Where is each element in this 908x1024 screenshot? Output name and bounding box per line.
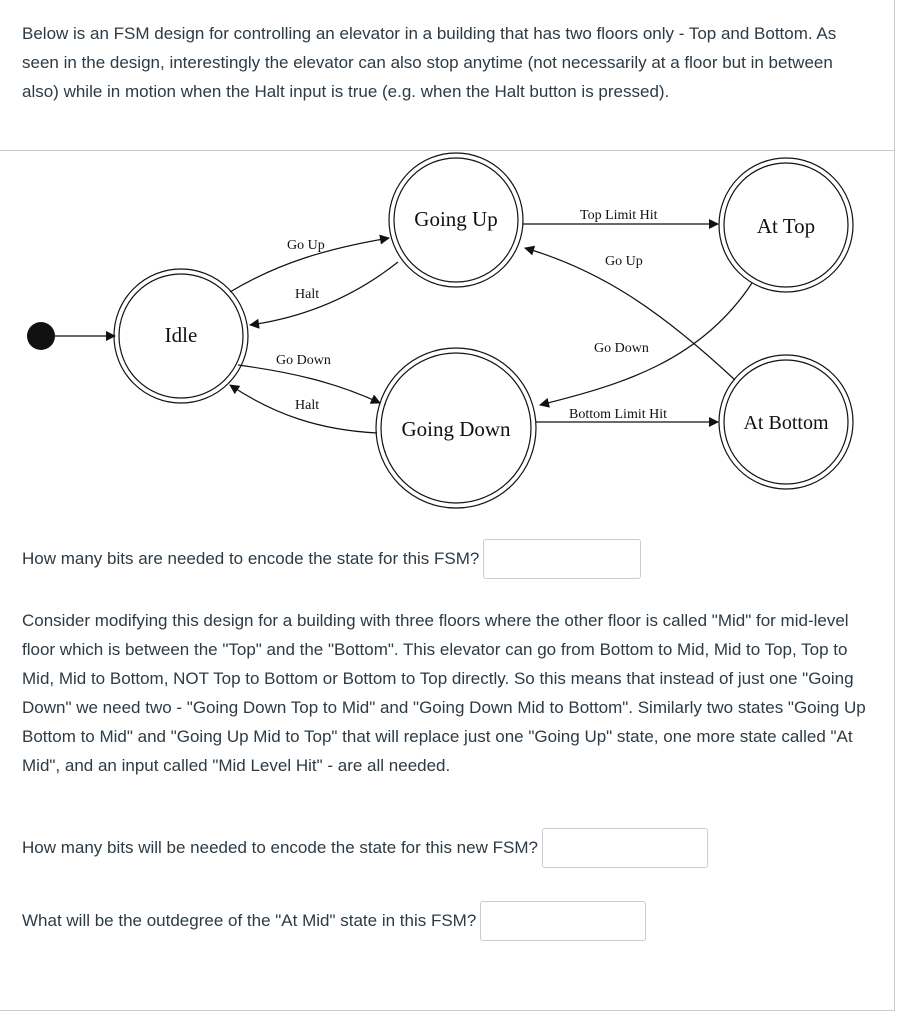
- question-1: [22, 539, 641, 579]
- label-go-down-1: Go Down: [276, 353, 331, 368]
- state-at-top-label: At Top: [756, 214, 816, 238]
- state-going-down-label: Going Down: [401, 417, 511, 441]
- question-1-answer-input[interactable]: [483, 539, 641, 579]
- question-2-text: How many bits will be needed to encode the state for this new FSM?: [22, 838, 538, 857]
- question-3-text: What will be the outdegree of the "At Mid" state in this FSM?: [22, 911, 477, 930]
- fsm-diagram: [0, 140, 894, 530]
- label-bottom-limit-hit: Bottom Limit Hit: [569, 407, 668, 422]
- question-3-answer-input[interactable]: [480, 901, 646, 941]
- state-idle-label: Idle: [164, 323, 198, 347]
- question-2-answer-input[interactable]: [542, 828, 708, 868]
- state-going-up: [389, 153, 523, 287]
- label-go-up-2: Go Up: [605, 254, 643, 269]
- question-2: [22, 828, 708, 868]
- state-going-down: [376, 348, 536, 508]
- label-go-up-1: Go Up: [287, 238, 325, 253]
- label-halt-2: Halt: [295, 398, 320, 413]
- state-at-bottom-label: At Bottom: [743, 412, 829, 434]
- question-1-text: How many bits are needed to encode the state for this FSM?: [22, 549, 480, 568]
- modification-paragraph: Consider modifying this design for a building with three floors where the other floor is called "Mid" for mid-level floor which is between the "Top" and the "Bottom". This elevator can go from Bottom to Mid, Mid to Top, Top to Mid, Mid to Bottom, NOT Top to Bottom or Bottom to Top directly. So this means that instead of just one "Going Down" we need two - "Going Down Top to Mid" and "Going Down Mid to Bottom". Similarly two states "Going Up Bottom to Mid" and "Going Up Mid to Top" that will replace just one "Going Up" state, one more state called "At Mid", and an input called "Mid Level Hit" - are all needed.: [22, 611, 866, 775]
- label-halt-1: Halt: [295, 287, 320, 302]
- transition-going-up-to-idle: [250, 262, 398, 325]
- label-top-limit-hit: Top Limit Hit: [580, 208, 658, 223]
- initial-state-dot: [27, 322, 55, 350]
- intro-paragraph: Below is an FSM design for controlling an elevator in a building that has two floors only - Top and Bottom. As seen in the design, interestingly the elevator can also stop anytime (not necessarily at a floor but in between also) while in motion when the Halt input is true (e.g. when the Halt button is pressed).: [22, 24, 837, 101]
- state-at-top: [719, 158, 853, 292]
- question-3: [22, 901, 646, 941]
- state-at-bottom: [719, 355, 853, 489]
- state-going-up-label: Going Up: [414, 207, 498, 231]
- state-idle: [114, 269, 248, 403]
- label-go-down-2: Go Down: [594, 341, 649, 356]
